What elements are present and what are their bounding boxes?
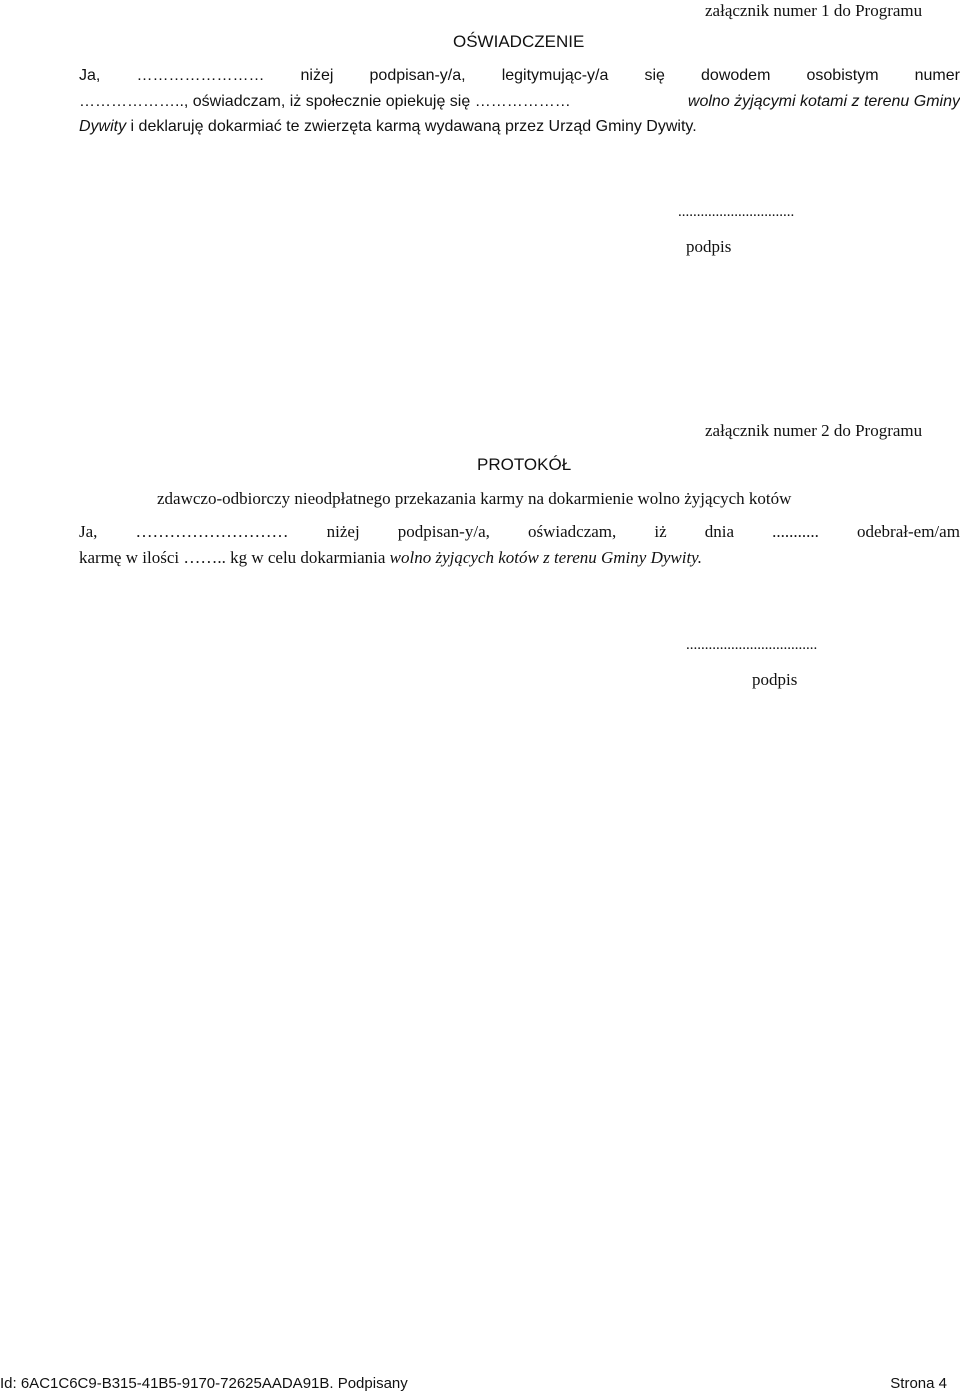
text-token: osobistym bbox=[806, 67, 879, 84]
protocol-line-2 bbox=[79, 545, 960, 571]
italic-segment: Dywity bbox=[79, 118, 127, 135]
document-id: Id: 6AC1C6C9-B315-41B5-9170-72625AADA91B. Podpisany bbox=[0, 1375, 408, 1392]
protocol-title: PROTOKÓŁ bbox=[477, 455, 572, 474]
signature-label-2: podpis bbox=[752, 670, 798, 689]
declaration-line-2 bbox=[79, 89, 960, 115]
signature-dots-2: ................................... bbox=[686, 637, 818, 653]
italic-segment: wolno żyjącymi kotami z terenu Gminy bbox=[687, 92, 960, 110]
text-token: się bbox=[644, 67, 665, 84]
text-token: dnia bbox=[704, 522, 735, 541]
text-token: iż bbox=[654, 522, 667, 541]
declaration-title: OŚWIADCZENIE bbox=[453, 32, 585, 51]
blank-field: ........... bbox=[772, 522, 819, 541]
attachment-2-label: załącznik numer 2 do Programu bbox=[705, 421, 923, 440]
protocol-line-1 bbox=[79, 519, 960, 545]
declaration-line-3 bbox=[79, 114, 960, 140]
protocol-subtitle: zdawczo-odbiorczy nieodpłatnego przekazania karmy na dokarmienie wolno żyjących kotów bbox=[157, 489, 792, 508]
text-token: podpisan-y/a, bbox=[397, 522, 490, 541]
text-token: podpisan-y/a, bbox=[369, 67, 466, 84]
text-token: niżej bbox=[326, 522, 360, 541]
protocol-paragraph bbox=[79, 519, 960, 570]
declaration-paragraph bbox=[79, 63, 960, 140]
blank-field: ……………………… bbox=[135, 522, 289, 541]
text-token: niżej bbox=[300, 67, 334, 84]
text-token: Ja, bbox=[79, 522, 98, 541]
text-segment: i deklaruję dokarmiać te zwierzęta karmą wydawaną przez Urząd Gminy Dywity. bbox=[126, 118, 697, 135]
blank-field: …………………… bbox=[136, 67, 265, 84]
italic-segment: wolno żyjących kotów z terenu Gminy Dywity. bbox=[389, 547, 703, 567]
text-token: dowodem bbox=[701, 67, 771, 84]
text-segment: ……………….., oświadczam, iż społecznie opiekuję się ……………… bbox=[79, 92, 571, 110]
signature-label-1: podpis bbox=[686, 237, 732, 256]
text-token: odebrał-em/am bbox=[857, 522, 960, 541]
declaration-line-1 bbox=[79, 63, 960, 89]
text-token: oświadczam, bbox=[527, 522, 617, 541]
text-token: Ja, bbox=[79, 67, 101, 84]
text-token: legitymując-y/a bbox=[501, 67, 609, 84]
page-footer bbox=[0, 1376, 947, 1391]
text-token: numer bbox=[914, 67, 960, 84]
page-number: Strona 4 bbox=[890, 1375, 947, 1392]
signature-dots-1: ............................... bbox=[678, 204, 795, 220]
text-segment: karmę w ilości …….. kg w celu dokarmiania bbox=[79, 547, 390, 567]
attachment-1-label: załącznik numer 1 do Programu bbox=[705, 1, 923, 20]
